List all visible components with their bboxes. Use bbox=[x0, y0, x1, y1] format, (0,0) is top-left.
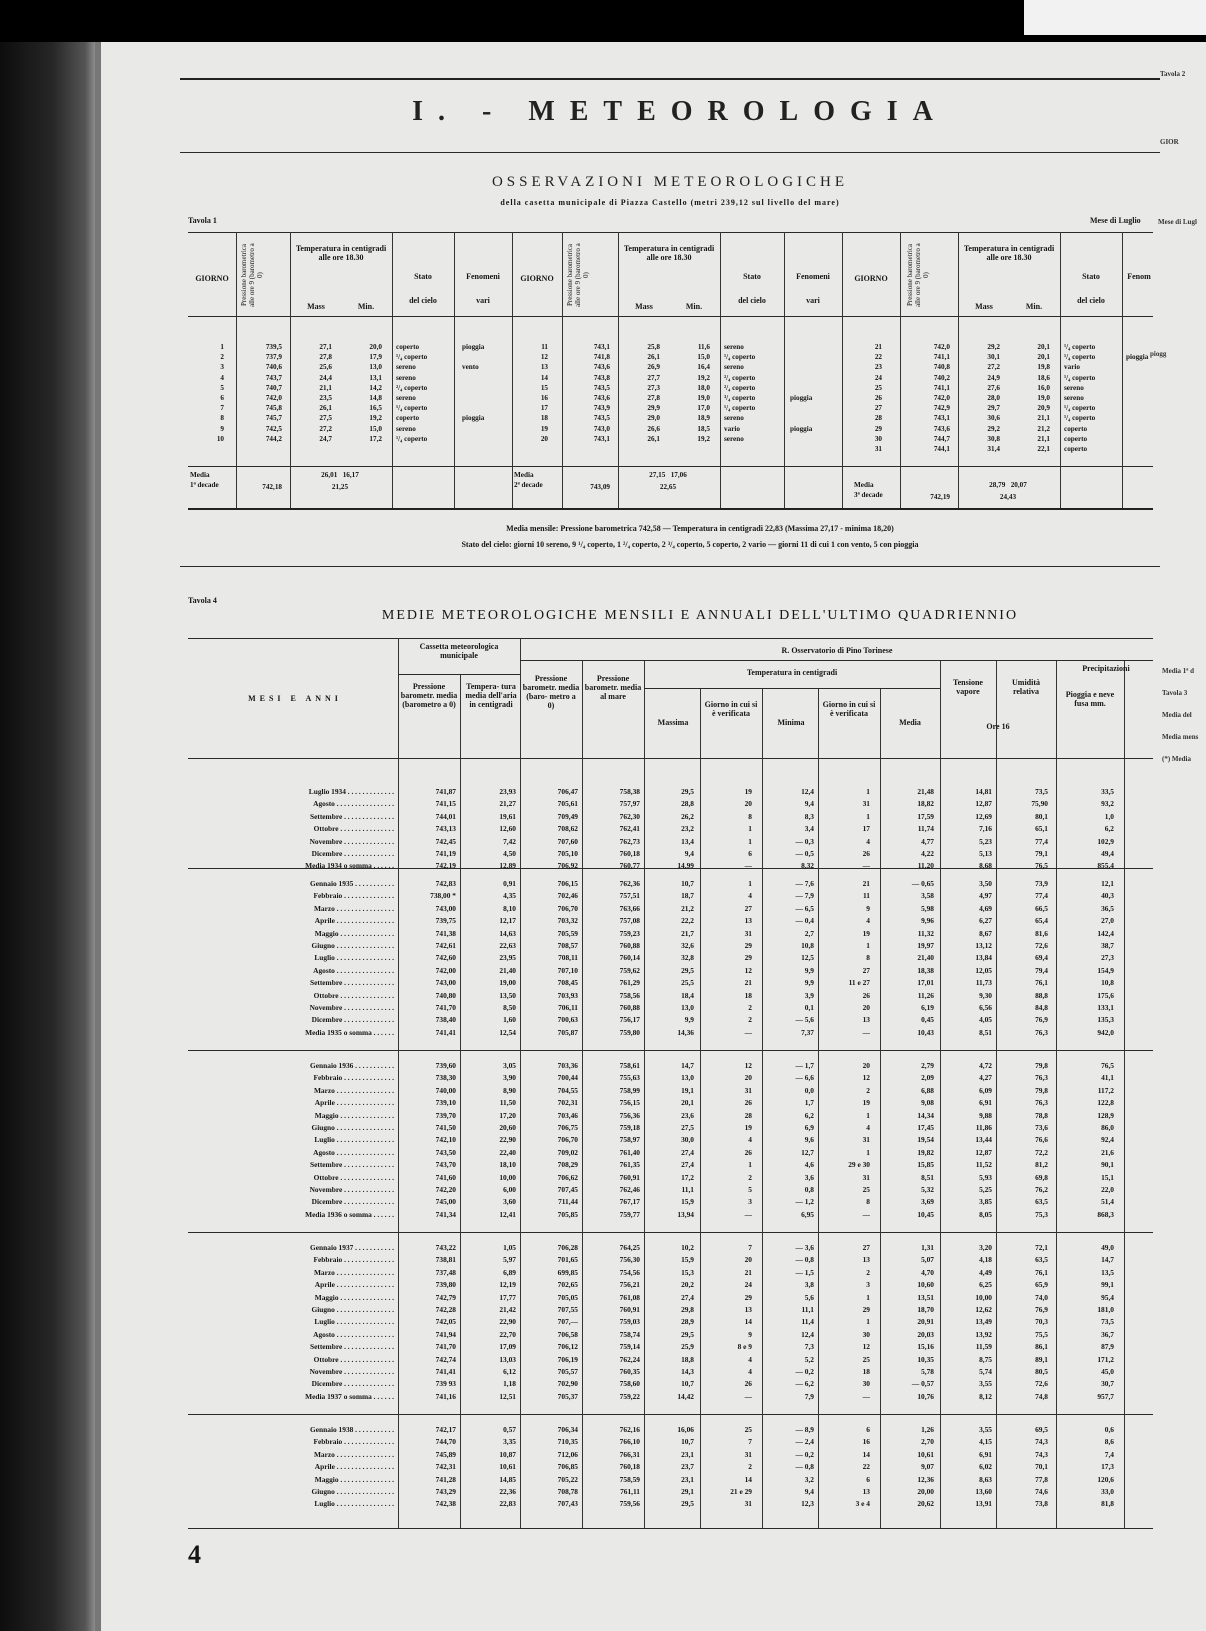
t4-block-c9: — 0,65 3,58 5,98 9,96 11,32 19,97 21,40 18,38 17,01 11,26 6,19 0,45 10,43 bbox=[911, 879, 934, 1037]
title-rule bbox=[180, 152, 1160, 153]
t4-vline bbox=[1056, 660, 1057, 1528]
t4-block-c5: 10,2 15,9 15,3 20,2 27,4 29,8 28,9 29,5 25,9 18,8 14,3 10,7 14,42 bbox=[677, 1243, 694, 1401]
d1-media-temp2: 21,25 bbox=[331, 483, 349, 491]
d1-days: 1 2 3 4 5 6 7 8 9 10 bbox=[216, 343, 224, 443]
t1-vline bbox=[784, 232, 785, 508]
footnote-stato: Stato del cielo: giorni 10 sereno, 9 ¹/₄ coperto, 1 ²/₄ coperto, 2 ³/₄ coperto, 5 coperto, 2 vario — giorni 11 di cui 1 con vento, 5 con pioggia bbox=[461, 540, 919, 549]
t4-block-labels: Luglio 1934 . . . . . . . . . . . . . Agosto . . . . . . . . . . . . . . . . Settembre . . . . . . . . . . . . . . Ottobre . . . . . . . . . . . . . . . Novembre . . . . . . . . . . . . . . Dicembre . . . . . . . . . . . . . . Media 1934 o somma . . . . . . bbox=[305, 787, 394, 871]
t4-vline bbox=[582, 660, 583, 1528]
t4-block-c12: 12,1 40,3 36,5 27,0 142,4 38,7 27,3 154,9 10,8 175,6 133,1 135,3 942,0 bbox=[1097, 879, 1114, 1037]
d1-media-press: 742,18 bbox=[262, 483, 282, 491]
d3-press: 742,0 741,1 740,8 740,2 741,1 742,0 742,9 743,1 743,6 744,7 744,1 bbox=[933, 343, 950, 454]
t4-block-c6: 7 20 21 24 29 13 14 9 8 e 9 4 4 26 — bbox=[737, 1243, 752, 1401]
d2-media-temp2: 22,65 bbox=[659, 483, 677, 491]
t4-block-c12: 0,6 8,6 7,4 17,3 120,6 33,0 81,8 bbox=[1097, 1425, 1114, 1509]
t1-h-mass: Mass bbox=[307, 302, 325, 311]
t4-vline bbox=[520, 638, 521, 1528]
t4-block-c1: 742,17 744,70 745,89 742,31 741,28 743,29 742,38 bbox=[435, 1425, 456, 1509]
footnote-media: Media mensile: Pressione barometrica 742,58 — Temperatura in centigradi 22,83 (Massima 27,17 - minima 18,20) bbox=[506, 524, 894, 533]
d2-media-temp: 27,15 17,06 bbox=[649, 471, 687, 479]
t1-h-fenomeni: Fenom bbox=[1127, 272, 1151, 281]
t4-block-c2: 3,05 3,90 8,90 11,50 17,20 20,60 22,90 22,40 18,10 10,00 6,00 3,60 12,41 bbox=[499, 1061, 516, 1219]
d3-stato: ¹/₄ coperto ¹/₄ coperto vario ¹/₄ coperto sereno sereno ¹/₄ coperto ¹/₄ coperto coperto coperto coperto bbox=[1064, 343, 1096, 454]
d1-media-label: Media 1ª decade bbox=[190, 471, 219, 490]
t4-h-giorno-min: Giorno in cui si è verificata bbox=[822, 700, 876, 718]
t4-block-labels: Gennaio 1935 . . . . . . . . . . . Febbraio . . . . . . . . . . . . . . Marzo . . . . . . . . . . . . . . . . Aprile . . . . . . . . . . . . . . . . Maggio . . . . . . . . . . . . . . . Giugno . . . . . . . . . . . . . . . . Luglio . . . . . . . . . . . . . . . . Agosto . . . . . . . . . . . . . . . . Settembre . . . . . . . . . . . . . . Ottobre . . . . . . . . . . . . . . . Novembre . . . . . . . . . . . . . . Dicembre . . . . . . . . . . . . . . Media 1935 o somma . . . . . . bbox=[305, 879, 394, 1037]
t1-h-stato2: del cielo bbox=[1077, 296, 1105, 305]
t4-block-c5: 29,5 28,8 26,2 23,2 13,4 9,4 14,99 bbox=[677, 787, 694, 871]
t4-block-c3: 706,34 710,35 712,06 706,85 705,22 708,78 707,43 bbox=[557, 1425, 578, 1509]
t4-h-giorno-max: Giorno in cui si è verificata bbox=[704, 700, 758, 718]
t4-block-labels: Gennaio 1938 . . . . . . . . . . . Febbraio . . . . . . . . . . . . . . Marzo . . . . . . . . . . . . . . . . Aprile . . . . . . . . . . . . . . . . Maggio . . . . . . . . . . . . . . . Giugno . . . . . . . . . . . . . . . . Luglio . . . . . . . . . . . . . . . . bbox=[310, 1425, 394, 1509]
t1-h-mass: Mass bbox=[975, 302, 993, 311]
section-divider bbox=[180, 566, 1160, 567]
t4-vline bbox=[460, 674, 461, 1528]
t1-vline bbox=[900, 232, 901, 508]
d3-media-temp2: 24,43 bbox=[999, 493, 1017, 501]
t4-h-tensione: Tensione vapore bbox=[953, 678, 983, 696]
top-rule bbox=[180, 78, 1160, 80]
t1-vline bbox=[1060, 232, 1061, 508]
d2-press: 743,1 741,8 743,6 743,8 743,5 743,6 743,9 743,5 743,0 743,1 bbox=[593, 343, 610, 443]
d2-stato: sereno ¹/₄ coperto sereno ²/₄ coperto ²/₄ coperto ³/₄ coperto ¹/₄ coperto sereno vario sereno bbox=[724, 343, 756, 443]
t4-vline bbox=[996, 660, 997, 1528]
t4-subheader-rule bbox=[398, 674, 520, 675]
d2-days: 11 12 13 14 15 16 17 18 19 20 bbox=[540, 343, 548, 443]
t4-block-c5: 14,7 13,0 19,1 20,1 23,6 27,5 30,0 27,4 27,4 17,2 11,1 15,9 13,94 bbox=[677, 1061, 694, 1219]
t1-vline bbox=[618, 232, 619, 508]
t1-h-pressione: Pressione barometrica alle ore 9 (barometro a 0) bbox=[566, 243, 590, 307]
t4-block-c11: 69,5 74,3 74,3 70,1 77,8 74,6 73,8 bbox=[1035, 1425, 1048, 1509]
t4-block-c10: 14,81 12,87 12,69 7,16 5,23 5,13 8,68 bbox=[975, 787, 992, 871]
t1-vline bbox=[454, 232, 455, 508]
t4-block-c6: 25 7 31 2 14 21 e 29 31 bbox=[730, 1425, 752, 1509]
t4-block-c1: 741,87 741,15 744,01 743,13 742,45 741,19 742,19 bbox=[435, 787, 456, 871]
t4-h-cassetta: Cassetta meteorologica municipale bbox=[419, 642, 499, 660]
t4-subheader-rule bbox=[520, 660, 1153, 661]
t1-h-fenomeni: Fenomeni bbox=[466, 272, 500, 281]
t1-vline bbox=[958, 232, 959, 508]
t4-vline bbox=[1124, 660, 1125, 1528]
t4-block-c11: 73,5 75,90 80,1 65,1 77,4 79,1 76,5 bbox=[1031, 787, 1048, 871]
month-label: Mese di Luglio bbox=[1090, 216, 1141, 225]
t1-vline bbox=[1122, 232, 1123, 508]
d3-max: 29,2 30,1 27,2 24,9 27,6 28,0 29,7 30,6 29,2 30,8 31,4 bbox=[987, 343, 1000, 454]
t4-block-c6: 12 20 31 26 28 19 4 26 1 2 5 3 — bbox=[744, 1061, 752, 1219]
t4-vline bbox=[700, 688, 701, 1528]
right-margin-mese: Mese di Lugl bbox=[1158, 218, 1197, 226]
t1-h-mass: Mass bbox=[635, 302, 653, 311]
t1-h-giorno: GIORNO bbox=[195, 274, 229, 283]
d2-media-label: Media 2ª decade bbox=[514, 471, 543, 490]
t4-block-c9: 1,26 2,70 10,61 9,07 12,36 20,00 20,62 bbox=[917, 1425, 934, 1509]
t4-block-c1: 742,83 738,00 * 743,00 739,75 741,38 742,61 742,60 742,00 743,00 740,80 741,70 738,40 741,41 bbox=[430, 879, 456, 1037]
d1-fenomeni: pioggia vento pioggia bbox=[462, 343, 485, 423]
t4-block-c7: — 3,6 — 0,8 — 1,5 3,8 5,6 11,1 11,4 12,4 7,3 5,2 — 0,2 — 6,2 7,9 bbox=[795, 1243, 814, 1401]
t4-block-c5: 16,06 10,7 23,1 23,7 23,1 29,1 29,5 bbox=[677, 1425, 694, 1509]
t4-block-rule bbox=[188, 1232, 1153, 1233]
t1-h-min: Min. bbox=[1025, 302, 1043, 311]
t4-block-labels: Gennaio 1936 . . . . . . . . . . . Febbraio . . . . . . . . . . . . . . Marzo . . . . . . . . . . . . . . . . Aprile . . . . . . . . . . . . . . . . Maggio . . . . . . . . . . . . . . . Giugno . . . . . . . . . . . . . . . . Luglio . . . . . . . . . . . . . . . . Agosto . . . . . . . . . . . . . . . . Settembre . . . . . . . . . . . . . . Ottobre . . . . . . . . . . . . . . . Novembre . . . . . . . . . . . . . . Dicembre . . . . . . . . . . . . . . Media 1936 o somma . . . . . . bbox=[305, 1061, 394, 1219]
t1-h-stato: Stato bbox=[1082, 272, 1100, 281]
t4-vline bbox=[880, 688, 881, 1528]
t4-block-c11: 79,8 76,3 79,8 76,3 78,8 73,6 76,6 72,2 81,2 69,8 76,2 63,5 75,3 bbox=[1035, 1061, 1048, 1219]
t1-h-fenomeni2: vari bbox=[476, 296, 490, 305]
t4-block-rule bbox=[188, 1414, 1153, 1415]
scan-top-corner bbox=[1024, 0, 1206, 35]
t1-h-pressione: Pressione barometrica alle ore 9 (barometro a 0) bbox=[240, 243, 264, 307]
d3-media-press: 742,19 bbox=[930, 493, 950, 501]
right-margin-tavola: Tavola 2 bbox=[1160, 70, 1186, 78]
t1-vline bbox=[236, 232, 237, 508]
t1-h-giorno: GIORNO bbox=[520, 274, 554, 283]
table4-label: Tavola 4 bbox=[188, 596, 217, 605]
t4-h-press-oss: Pressione barometr. media (baro- metro a 0) bbox=[522, 674, 580, 710]
t4-top-rule bbox=[188, 638, 1153, 639]
t4-vline bbox=[762, 688, 763, 1528]
table1-media-rule bbox=[188, 466, 1153, 467]
t4-block-c12: 33,5 93,2 1,0 6,2 102,9 49,4 855,4 bbox=[1097, 787, 1114, 871]
t4-block-c1: 743,22 738,81 737,48 739,80 742,79 742,28 742,05 741,94 741,70 742,74 741,41 739 93 741,16 bbox=[435, 1243, 456, 1401]
t4-block-c6: 1 4 27 13 31 29 29 12 21 18 2 2 — bbox=[744, 879, 752, 1037]
book-binding bbox=[0, 42, 95, 1631]
t1-h-temperatura: Temperatura in centigradi alle ore 18.30 bbox=[963, 244, 1055, 262]
d1-stato: coperto ¹/₄ coperto sereno sereno ²/₄ coperto sereno ¹/₄ coperto coperto sereno ¹/₄ coperto bbox=[396, 343, 428, 443]
t4-block-c8: 6 16 14 22 6 13 3 e 4 bbox=[855, 1425, 870, 1509]
t4-vline bbox=[644, 660, 645, 1528]
t1-h-stato2: del cielo bbox=[738, 296, 766, 305]
t4-block-c11: 72,1 63,5 76,1 65,9 74,0 76,9 70,3 75,5 86,1 89,1 80,5 72,6 74,8 bbox=[1035, 1243, 1048, 1401]
t4-block-c9: 21,48 18,82 17,59 11,74 4,77 4,22 11,20 bbox=[917, 787, 934, 871]
page-title: I. - METEOROLOGIA bbox=[412, 96, 948, 127]
t4-block-c2: 0,57 3,35 10,87 10,61 14,85 22,36 22,83 bbox=[499, 1425, 516, 1509]
t4-block-c4: 762,36 757,51 763,66 757,08 759,23 760,88 760,14 759,62 761,29 758,56 760,88 756,17 759,80 bbox=[619, 879, 640, 1037]
t4-header-rule bbox=[188, 758, 1153, 759]
t4-block-c4: 764,25 756,30 754,56 756,21 761,08 760,91 759,03 758,74 759,14 762,24 760,35 758,60 759,22 bbox=[619, 1243, 640, 1401]
t4-block-c7: — 1,7 — 6,6 0,0 1,7 6,2 6,9 9,6 12,7 4,6 3,6 0,8 — 1,2 6,95 bbox=[795, 1061, 814, 1219]
t4-block-c9: 1,31 5,07 4,70 10,60 13,51 18,70 20,91 20,03 15,16 10,35 5,78 — 0,57 10,76 bbox=[911, 1243, 934, 1401]
right-margin-notes: Media 1ª d Tavola 3 Media del Media mens (*) Media bbox=[1162, 667, 1199, 763]
t4-h-press-mare: Pressione barometr. media al mare bbox=[584, 674, 642, 701]
t4-block-c8: 20 12 2 19 1 4 31 1 29 e 30 31 25 8 — bbox=[848, 1061, 870, 1219]
t1-h-stato: Stato bbox=[414, 272, 432, 281]
t4-block-c4: 758,61 755,63 758,99 756,15 756,36 759,18 758,97 761,40 761,35 760,91 762,46 767,17 759,77 bbox=[619, 1061, 640, 1219]
t4-block-c10: 3,50 4,97 4,69 6,27 8,67 13,12 13,84 12,05 11,73 9,30 6,56 4,05 8,51 bbox=[975, 879, 992, 1037]
d1-max: 27,1 27,8 25,6 24,4 21,1 23,5 26,1 27,5 27,2 24,7 bbox=[319, 343, 332, 443]
t4-block-c9: 2,79 2,09 6,88 9,08 14,34 17,45 19,54 19,82 15,85 8,51 5,32 3,69 10,45 bbox=[917, 1061, 934, 1219]
t4-block-c3: 703,36 700,44 704,55 702,31 703,46 706,75 706,70 709,02 708,29 706,62 707,45 711,44 705,85 bbox=[557, 1061, 578, 1219]
t4-block-c8: 1 31 1 17 4 26 — bbox=[862, 787, 870, 871]
t4-h-minima: Minima bbox=[777, 718, 805, 727]
t4-bottom-rule bbox=[188, 1528, 1153, 1529]
t4-block-c7: — 7,6 — 7,9 — 6,5 — 0,4 2,7 10,8 12,5 9,9 9,9 3,9 0,1 — 5,6 7,37 bbox=[795, 879, 814, 1037]
t1-h-giorno: GIORNO bbox=[854, 274, 888, 283]
page-edge bbox=[95, 42, 101, 1631]
t4-h-ore: Ore 16 bbox=[986, 722, 1010, 731]
t4-block-c2: 23,93 21,27 19,61 12,60 7,42 4,50 12,89 bbox=[499, 787, 516, 871]
section1-subheading: della casetta municipale di Piazza Castello (metri 239,12 sul livello del mare) bbox=[500, 198, 840, 207]
t4-h-umidita: Umidità relativa bbox=[1012, 678, 1040, 696]
t1-h-fenomeni: Fenomeni bbox=[796, 272, 830, 281]
t1-h-temperatura: Temperatura in centigradi alle ore 18.30 bbox=[295, 244, 387, 262]
t4-h-temp-cass: Tempera- tura media dell'aria in centigradi bbox=[465, 682, 517, 709]
t4-h-media: Media bbox=[899, 718, 921, 727]
t1-h-min: Min. bbox=[685, 302, 703, 311]
t4-block-c11: 73,9 77,4 66,5 65,4 81,6 72,6 69,4 79,4 76,1 88,8 84,8 76,9 76,3 bbox=[1035, 879, 1048, 1037]
t4-block-c12: 76,5 41,1 117,2 122,8 128,9 86,0 92,4 21,6 90,1 15,1 22,0 51,4 868,3 bbox=[1097, 1061, 1114, 1219]
t4-block-c4: 762,16 766,10 766,31 760,18 758,59 761,11 759,56 bbox=[619, 1425, 640, 1509]
d2-min: 11,6 15,0 16,4 19,2 18,0 19,0 17,0 18,9 18,5 19,2 bbox=[697, 343, 710, 443]
t1-h-pressione: Pressione barometrica alle ore 9 (barometro a 0) bbox=[906, 243, 930, 307]
t4-block-c3: 706,28 701,65 699,85 702,65 705,05 707,55 707,— 706,58 706,12 706,19 705,57 702,90 705,37 bbox=[557, 1243, 578, 1401]
t4-block-c10: 3,20 4,18 4,49 6,25 10,00 12,62 13,49 13,92 11,59 8,75 5,74 3,55 8,12 bbox=[975, 1243, 992, 1401]
t4-block-c3: 706,47 705,61 709,49 708,62 707,60 705,10 706,92 bbox=[557, 787, 578, 871]
t4-h-pioggia: Pioggia e neve fusa mm. bbox=[1065, 690, 1115, 708]
t4-block-c7: — 8,9 — 2,4 — 0,2 — 0,8 3,2 9,4 12,3 bbox=[795, 1425, 814, 1509]
t1-h-stato: Stato bbox=[743, 272, 761, 281]
t4-block-c7: 12,4 9,4 8,3 3,4 — 0,3 — 0,5 8,32 bbox=[795, 787, 814, 871]
t4-vline bbox=[398, 638, 399, 1528]
t4-block-c1: 739,60 738,30 740,00 739,10 739,70 741,50 742,10 743,50 743,70 741,60 742,20 745,00 741,34 bbox=[435, 1061, 456, 1219]
t4-block-c2: 1,05 5,97 6,89 12,19 17,77 21,42 22,90 22,70 17,09 13,03 6,12 1,18 12,51 bbox=[499, 1243, 516, 1401]
t4-block-c10: 3,55 4,15 6,91 6,02 8,63 13,60 13,91 bbox=[975, 1425, 992, 1509]
d3-media-temp: 28,79 20,07 bbox=[989, 481, 1027, 489]
t1-vline bbox=[562, 232, 563, 508]
t4-h-temp-group: Temperatura in centigradi bbox=[746, 668, 838, 677]
t4-vline bbox=[818, 688, 819, 1528]
d2-fenomeni: pioggia pioggia bbox=[790, 394, 813, 433]
d2-max: 25,8 26,1 26,9 27,7 27,3 27,8 29,9 29,0 26,6 26,1 bbox=[647, 343, 660, 443]
t1-vline bbox=[290, 232, 291, 508]
t4-block-c8: 21 11 9 4 19 1 8 27 11 e 27 26 20 13 — bbox=[848, 879, 870, 1037]
t4-block-labels: Gennaio 1937 . . . . . . . . . . . Febbraio . . . . . . . . . . . . . . Marzo . . . . . . . . . . . . . . . . Aprile . . . . . . . . . . . . . . . . Maggio . . . . . . . . . . . . . . . Giugno . . . . . . . . . . . . . . . . Luglio . . . . . . . . . . . . . . . . Agosto . . . . . . . . . . . . . . . . Settembre . . . . . . . . . . . . . . Ottobre . . . . . . . . . . . . . . . Novembre . . . . . . . . . . . . . . Dicembre . . . . . . . . . . . . . . Media 1937 o somma . . . . . . bbox=[305, 1243, 394, 1401]
t4-block-c8: 27 13 2 3 1 29 1 30 12 25 18 30 — bbox=[862, 1243, 870, 1401]
d3-min: 20,1 20,1 19,8 18,6 16,0 19,0 20,9 21,1 21,2 21,1 22,1 bbox=[1037, 343, 1050, 454]
section4-heading: MEDIE METEOROLOGICHE MENSILI E ANNUALI DELL'ULTIMO QUADRIENNIO bbox=[381, 608, 1019, 623]
t4-block-c6: 19 20 8 1 1 6 — bbox=[744, 787, 752, 871]
t4-block-c4: 758,38 757,97 762,30 762,41 762,73 760,18 760,77 bbox=[619, 787, 640, 871]
table1-label: Tavola 1 bbox=[188, 216, 217, 225]
d1-min: 20,0 17,9 13,0 13,1 14,2 14,8 16,5 19,2 15,0 17,2 bbox=[369, 343, 382, 443]
t4-h-osservatorio: R. Osservatorio di Pino Torinese bbox=[781, 646, 893, 655]
d3-media-label: Media 3ª decade bbox=[854, 481, 883, 500]
t1-h-stato2: del cielo bbox=[409, 296, 437, 305]
t4-block-rule bbox=[188, 1050, 1153, 1051]
d1-media-temp: 26,01 16,17 bbox=[321, 471, 359, 479]
table1-bottom-rule bbox=[188, 508, 1153, 510]
d1-press: 739,5 737,9 740,6 743,7 740,7 742,0 745,8 745,7 742,5 744,2 bbox=[265, 343, 282, 443]
right-margin-pioggia: piogg bbox=[1150, 350, 1167, 358]
t4-h-precip: Precipitazioni bbox=[1082, 664, 1130, 673]
t4-block-c10: 4,72 4,27 6,09 6,91 9,88 11,86 13,44 12,87 11,52 5,93 5,25 3,85 8,05 bbox=[975, 1061, 992, 1219]
t4-h-mesi: MESI E ANNI bbox=[248, 694, 342, 703]
t1-h-temperatura: Temperatura in centigradi alle ore 18.30 bbox=[623, 244, 715, 262]
t4-block-c3: 706,15 702,46 706,70 703,32 705,59 708,57 708,11 707,10 708,45 703,93 706,11 700,63 705,87 bbox=[557, 879, 578, 1037]
t4-vline bbox=[940, 660, 941, 1528]
right-margin-giorno: GIOR bbox=[1160, 138, 1179, 146]
t1-vline bbox=[392, 232, 393, 508]
t4-h-press-cass: Pressione barometr. media (barometro a 0) bbox=[400, 682, 458, 709]
d2-media-press: 743,09 bbox=[590, 483, 610, 491]
t4-block-c2: 0,91 4,35 8,10 12,17 14,63 22,63 23,95 21,40 19,00 13,50 8,50 1,60 12,54 bbox=[499, 879, 516, 1037]
t1-h-min: Min. bbox=[357, 302, 375, 311]
table1-header-rule bbox=[188, 316, 1153, 317]
t1-h-fenomeni2: vari bbox=[806, 296, 820, 305]
t4-h-massima: Massima bbox=[657, 718, 689, 727]
t4-subheader-rule bbox=[644, 688, 940, 689]
d3-fenomeni: pioggia bbox=[1126, 353, 1149, 362]
t1-vline bbox=[720, 232, 721, 508]
page-number: 4 bbox=[188, 1540, 201, 1569]
section1-heading: OSSERVAZIONI METEOROLOGICHE bbox=[491, 174, 849, 190]
table1-top-rule bbox=[188, 232, 1153, 233]
d3-days: 21 22 23 24 25 26 27 28 29 30 31 bbox=[874, 343, 882, 454]
t4-block-c5: 10,7 18,7 21,2 22,2 21,7 32,6 32,8 29,5 25,5 18,4 13,0 9,9 14,36 bbox=[677, 879, 694, 1037]
t4-block-c12: 49,0 14,7 13,5 99,1 95,4 181,0 73,5 36,7 87,9 171,2 45,0 30,7 957,7 bbox=[1097, 1243, 1114, 1401]
